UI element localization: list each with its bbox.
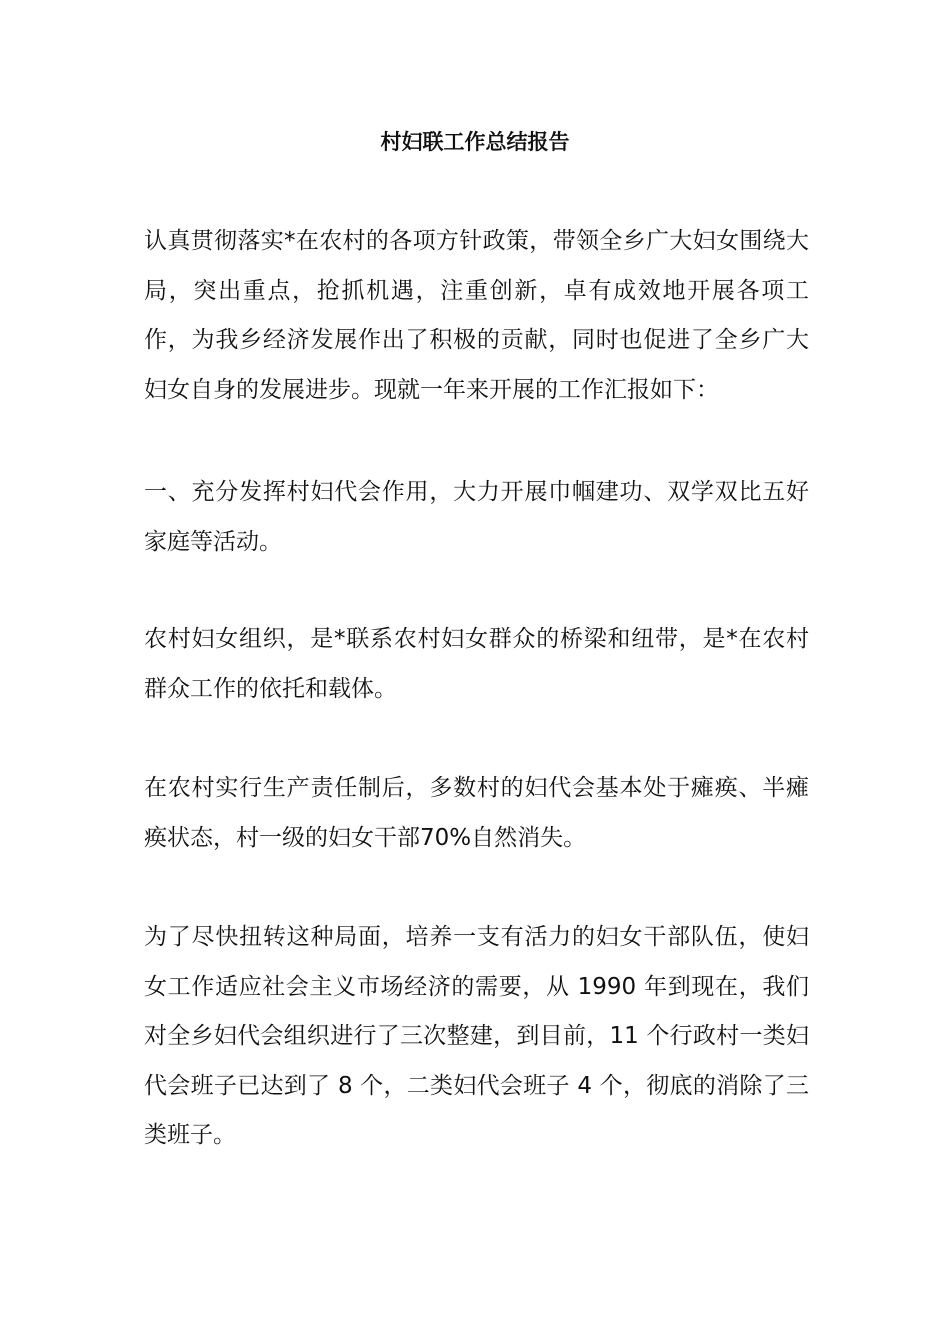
paragraph-rebuilding: 为了尽快扭转这种局面，培养一支有活力的妇女干部队伍，使妇女工作适应社会主义市场经济的需要，从 1990 年到现在，我们对全乡妇代会组织进行了三次整建，到目前，11 个行政村一类妇代会班子已达到了 8 个，二类妇代会班子 4 个，彻底的消除了三类班子。 (144, 924, 809, 1148)
document-title: 村妇联工作总结报告 (380, 130, 570, 154)
paragraph-intro: 认真贯彻落实*在农村的各项方针政策，带领全乡广大妇女围绕大局，突出重点，抢抓机遇，注重创新，卓有成效地开展各项工作，为我乡经济发展作出了积极的贡献，同时也促进了全乡广大妇女自身的发展进步。现就一年来开展的工作汇报如下： (144, 228, 809, 403)
paragraph-organization: 农村妇女组织，是*联系农村妇女群众的桥梁和纽带，是*在农村群众工作的依托和载体。 (144, 626, 809, 702)
paragraph-background: 在农村实行生产责任制后，多数村的妇代会基本处于瘫痪、半瘫痪状态，村一级的妇女干部70%自然消失。 (144, 775, 809, 851)
paragraph-section-heading: 一、充分发挥村妇代会作用，大力开展巾帼建功、双学双比五好家庭等活动。 (144, 479, 809, 555)
